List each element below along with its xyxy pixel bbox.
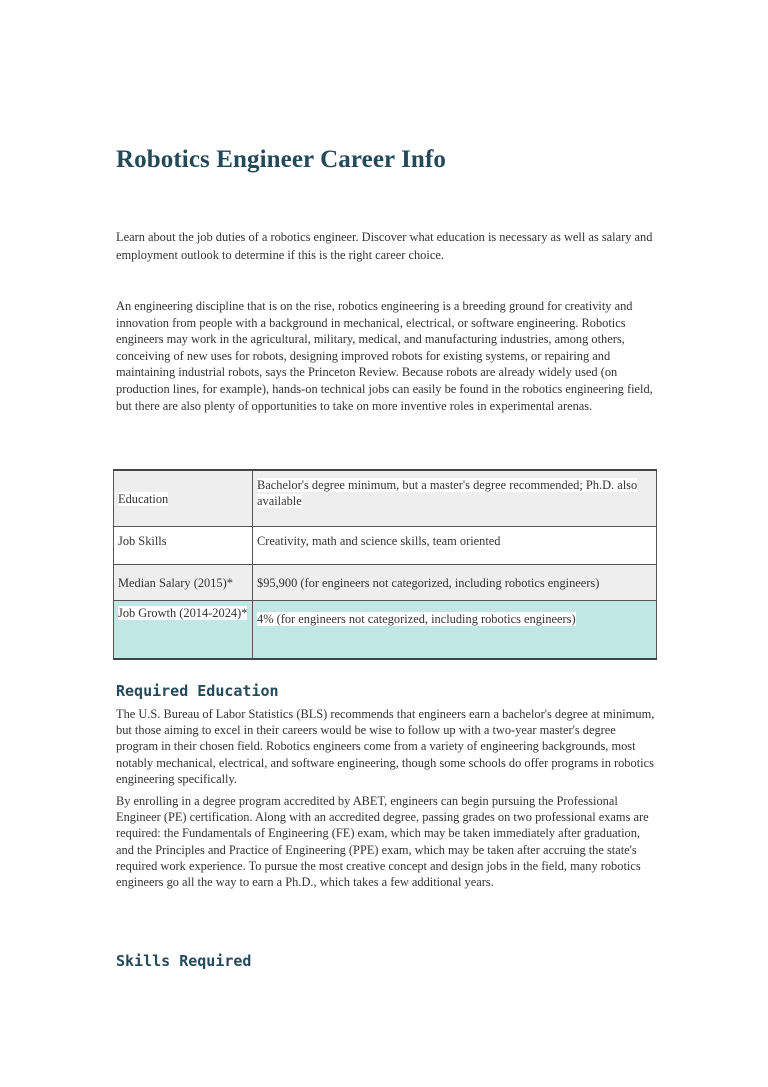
intro-paragraph: Learn about the job duties of a robotics engineer. Discover what education is necessary as well as salary and employment outlook to determine if this is the right career choice. <box>116 230 653 262</box>
table-cell-value: Creativity, math and science skills, team oriented <box>253 527 657 565</box>
table-cell-value: Bachelor's degree minimum, but a master's degree recommended; Ph.D. also available <box>253 470 657 527</box>
table-cell-label: Education <box>114 470 253 527</box>
overview-paragraph: An engineering discipline that is on the rise, robotics engineering is a breeding ground for creativity and innovation from people with a background in mechanical, electrical, or software engineering. Robotics engineers may work in the agricultural, military, medical, and manufacturing industries, among others, conceiving of new uses for robots, designing improved robots for existing systems, or repairing and maintaining industrial robots, says the Princeton Review. Because robots are already widely used (on production lines, for example), hands-on technical jobs can easily be found in the robotics engineering field, but there are also plenty of opportunities to take on more inventive roles in experimental arenas. <box>116 299 653 413</box>
table-row-job-skills <box>114 527 657 565</box>
required-education-paragraph-2: By enrolling in a degree program accredited by ABET, engineers can begin pursuing the Professional Engineer (PE) certification. Along with an accredited degree, passing grades on two professional exams are required: the Fundamentals of Engineering (FE) exam, which may be taken immediately after graduation, and the Principles and Practice of Engineering (PPE) exam, which may be taken after accruing the state's required work experience. To pursue the most creative concept and design jobs in the field, many robotics engineers go all the way to earn a Ph.D., which takes a few additional years. <box>116 794 649 890</box>
page-title: Robotics Engineer Career Info <box>116 146 446 173</box>
section-heading-skills-required: Skills Required <box>116 952 252 970</box>
required-education-paragraph-1: The U.S. Bureau of Labor Statistics (BLS) recommends that engineers earn a bachelor's degree at minimum, but those aiming to excel in their careers would be wise to follow up with a two-year master's degree program in their chosen field. Robotics engineers come from a variety of engineering backgrounds, most notably mechanical, electrical, and software engineering, though some schools do offer programs in robotics engineering specifically. <box>116 707 655 786</box>
table-row-education <box>114 470 657 527</box>
table-cell-label: Job Growth (2014-2024)* <box>114 601 253 660</box>
table-row-median-salary <box>114 565 657 601</box>
career-facts-table <box>113 469 657 660</box>
table-cell-value: $95,900 (for engineers not categorized, including robotics engineers) <box>253 565 657 601</box>
table-cell-label: Median Salary (2015)* <box>114 565 253 601</box>
table-cell-value: 4% (for engineers not categorized, including robotics engineers) <box>253 601 657 660</box>
table-cell-label: Job Skills <box>114 527 253 565</box>
section-heading-required-education: Required Education <box>116 682 279 700</box>
table-row-job-growth <box>114 601 657 660</box>
